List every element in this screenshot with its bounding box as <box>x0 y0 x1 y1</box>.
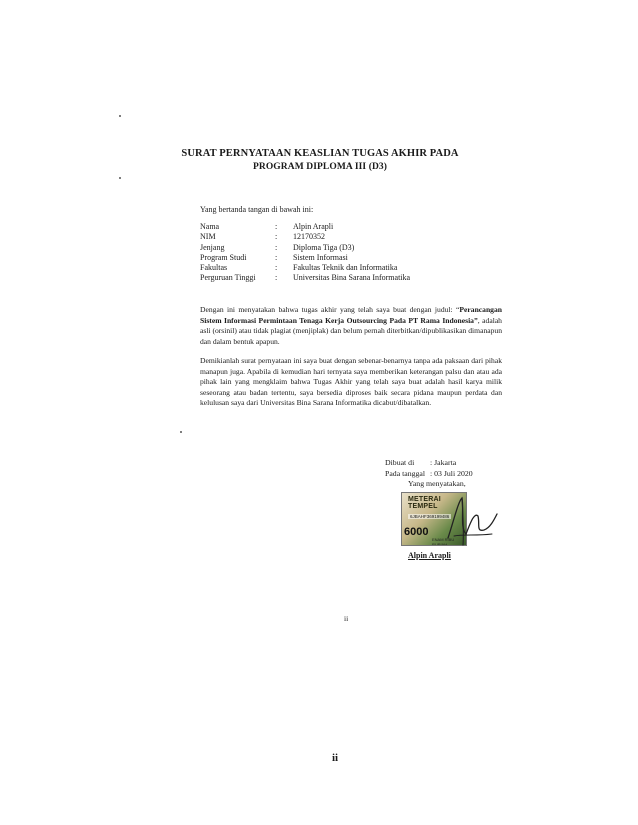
statement-paragraph <box>200 305 502 347</box>
scan-speck <box>180 431 182 433</box>
field-row-nama <box>200 222 410 232</box>
field-row-jenjang <box>200 243 410 253</box>
document-title-line1: SURAT PERNYATAAN KEASLIAN TUGAS AKHIR PADA <box>181 148 459 159</box>
made-at-row <box>385 458 473 469</box>
field-row-fakultas <box>200 263 410 273</box>
field-value: Diploma Tiga (D3) <box>293 242 355 252</box>
field-label: Nama <box>200 222 220 231</box>
field-row-nim <box>200 232 410 242</box>
place-date-block <box>385 458 473 479</box>
field-separator: : <box>275 273 278 283</box>
field-label: Program Studi <box>200 252 247 262</box>
stamp-subtext: ENAM RIBU RUPIAH <box>432 537 455 546</box>
field-label: Perguruan Tinggi <box>200 273 256 283</box>
made-at-label: Dibuat di <box>385 458 415 467</box>
field-value: Alpin Arapli <box>293 222 334 231</box>
field-value: Universitas Bina Sarana Informatika <box>293 273 411 283</box>
page-number-small: ii <box>344 614 349 623</box>
scan-speck <box>119 177 121 179</box>
handwritten-signature <box>440 490 500 550</box>
field-value: Fakultas Teknik dan Informatika <box>293 263 398 273</box>
statement-tail: , adalah asli (orsinil) atau tidak plagiat (menjiplak) dan belum pernah diterbitkan/dipublikasikan dimanapun dan dalam bentuk apapun. <box>200 315 502 346</box>
field-separator: : <box>275 263 278 273</box>
field-label: Jenjang <box>200 242 225 252</box>
stamp-serial: 6JBAHF369199486 <box>410 514 450 519</box>
signer-name: Alpin Arapli <box>408 551 451 560</box>
field-value: 12170352 <box>293 232 325 242</box>
field-row-program-studi <box>200 253 410 263</box>
field-separator: : <box>275 222 278 231</box>
field-label: NIM <box>200 232 216 242</box>
date-row <box>385 469 473 480</box>
stamp-heading: METERAI TEMPEL <box>408 496 441 510</box>
field-value: Sistem Informasi <box>293 252 348 262</box>
stamp-value: 6000 <box>404 526 429 538</box>
date-value: : 03 Juli 2020 <box>430 468 473 478</box>
identity-fields <box>200 222 410 284</box>
page-number-large: ii <box>332 752 339 764</box>
field-separator: : <box>275 242 278 252</box>
made-at-value: : Jakarta <box>430 458 457 467</box>
field-label: Fakultas <box>200 263 228 273</box>
field-separator: : <box>275 232 278 242</box>
scan-speck <box>119 115 121 117</box>
declaration-paragraph: Demikianlah surat pernyataan ini saya buat dengan sebenar-benarnya tanpa ada paksaan dari pihak manapun juga. Apabila di kemudian hari ternyata saya memberikan keterangan palsu dan atau ada pihak lain yang mengklaim bahwa Tugas Akhir yang telah saya buat adalah hasil karya milik seseorang atau badan tertentu, saya bersedia diproses baik secara pidana maupun perdata dan kelulusan saya dari Universitas Bina Sarana Informatika dicabut/dibatalkan. <box>200 356 502 407</box>
statement-lead: Dengan ini menyatakan bahwa tugas akhir yang telah saya buat dengan judul: “ <box>200 305 460 314</box>
intro-text: Yang bertanda tangan di bawah ini: <box>200 205 314 214</box>
signature-greeting: Yang menyatakan, <box>408 479 466 488</box>
field-row-perguruan-tinggi <box>200 273 410 283</box>
thesis-title: Perancangan Sistem Informasi Permintaan Tenaga Kerja Outsourcing Pada PT Rama Indonesia” <box>200 305 502 325</box>
document-title-line2: PROGRAM DIPLOMA III (D3) <box>252 162 388 172</box>
field-separator: : <box>275 252 278 262</box>
date-label: Pada tanggal <box>385 468 426 478</box>
